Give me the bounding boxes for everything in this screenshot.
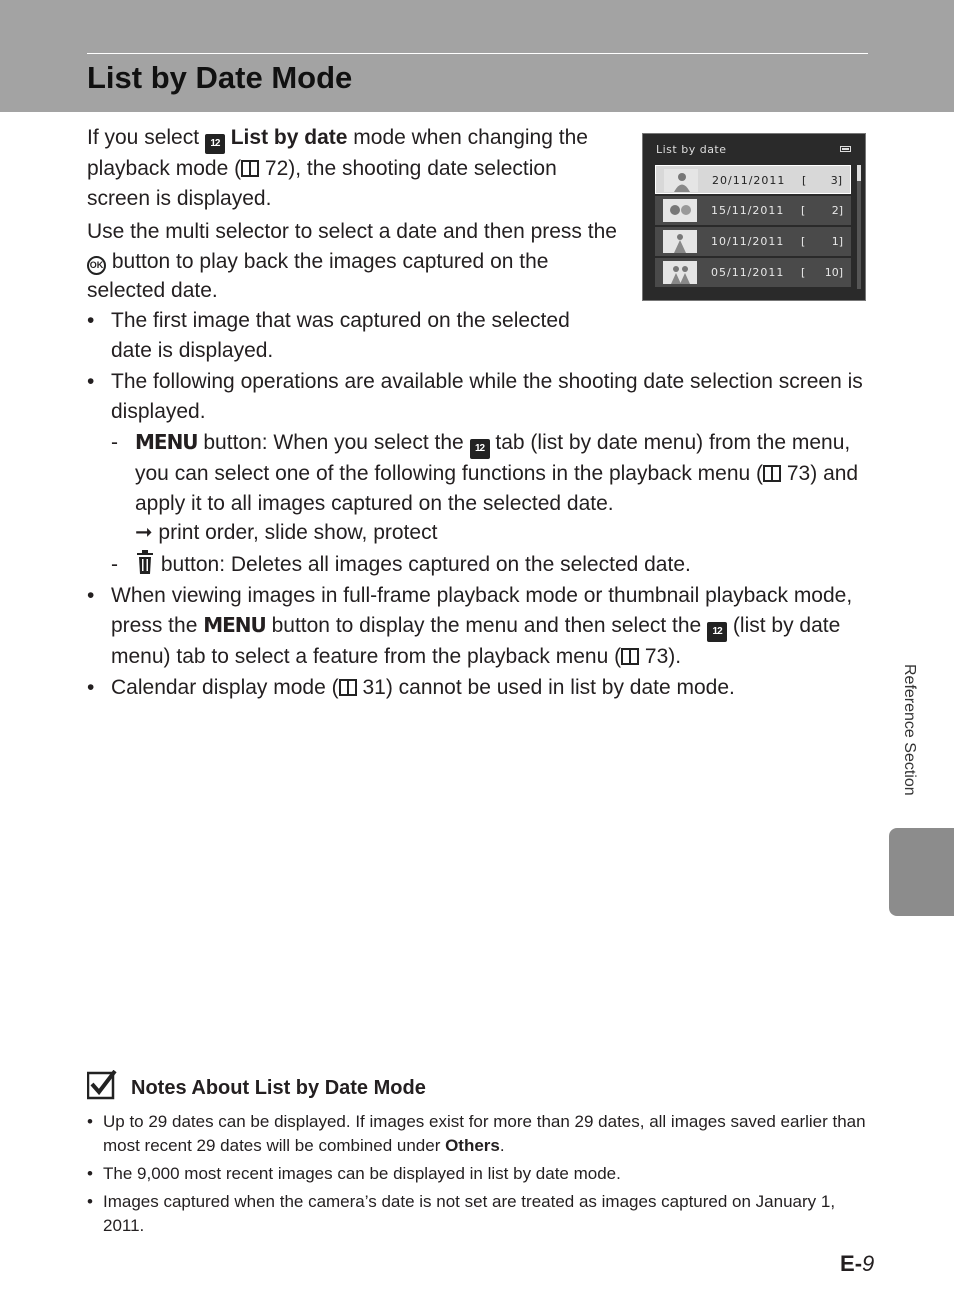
bullet-item <box>87 673 867 703</box>
bullet-text: When viewing images in full-frame playback mode or thumbnail playback mode, press the <box>111 584 853 637</box>
bullet-text: button to display the menu and then select the <box>265 613 708 637</box>
row-count: 2] <box>831 204 843 217</box>
thumbnail-icon <box>664 169 698 192</box>
sub-item-menu <box>87 428 867 548</box>
trash-icon <box>135 550 155 574</box>
intro-text-part: 72), the shooting date selection screen is displayed. <box>87 157 557 210</box>
row-date: 15/11/2011 <box>711 204 785 217</box>
page-number <box>840 1251 874 1277</box>
screen-title: List by date <box>656 143 727 156</box>
row-count-value: 3 <box>830 174 838 187</box>
page-number-value: 9 <box>862 1251 875 1276</box>
date-row <box>655 227 851 256</box>
section-tab <box>889 828 954 916</box>
note-item <box>87 1110 867 1158</box>
sub-functions: ➞ print order, slide show, protect <box>135 521 438 544</box>
notes-title: Notes About List by Date Mode <box>131 1077 426 1099</box>
date-row <box>655 196 851 225</box>
bullet-list <box>87 306 867 705</box>
bullet-text: Calendar display mode ( <box>111 676 339 699</box>
bullet-text: The first image that was captured on the selected date is displayed. <box>111 309 570 362</box>
row-date: 10/11/2011 <box>711 235 785 248</box>
screen-scrollbar <box>857 165 861 289</box>
check-icon <box>87 1070 117 1100</box>
thumbnail-icon <box>663 199 697 222</box>
bracket-open: [ <box>801 235 806 248</box>
row-count: 10] <box>824 266 843 279</box>
note-text: . <box>499 1136 505 1155</box>
intro-text-part: button to play back the images captured on the selected date. <box>87 249 549 302</box>
bullet-dot: • <box>87 309 95 332</box>
list-by-date-icon: 12 <box>205 134 225 154</box>
thumbnail-icon <box>663 261 697 284</box>
thumbnail-icon <box>663 230 697 253</box>
camera-screen <box>642 133 866 301</box>
sub-item-trash <box>87 550 867 580</box>
bullet-text: 73). <box>639 644 682 668</box>
sub-dash: - <box>111 552 118 576</box>
note-item <box>87 1190 867 1238</box>
row-count-value: 2 <box>831 204 839 217</box>
note-item <box>87 1162 867 1186</box>
bullet-item <box>87 306 611 365</box>
bullet-dot: • <box>87 1112 93 1131</box>
scrollbar-thumb <box>857 165 861 181</box>
row-count: 3] <box>830 174 842 187</box>
reference-book-icon <box>339 679 357 696</box>
bullet-item <box>87 367 867 426</box>
page-dash: - <box>854 1251 863 1276</box>
list-by-date-icon: 12 <box>470 439 490 459</box>
row-count-value: 1 <box>831 235 839 248</box>
sub-text: tab (list by date menu) from the menu, you can select one of the following functions in the playback menu ( <box>135 431 851 485</box>
bullet-text: 31) cannot be used in list by date mode. <box>356 676 735 699</box>
ok-button-icon: OK <box>87 256 106 275</box>
sub-text: button: When you select the <box>197 431 470 454</box>
notes-list <box>87 1110 867 1242</box>
reference-book-icon <box>241 160 259 177</box>
bullet-text: (list by date menu) tab to select a feature from the playback menu ( <box>111 613 841 668</box>
page-prefix: E <box>840 1251 855 1276</box>
row-count: 1] <box>831 235 843 248</box>
bullet-dot: • <box>87 370 95 393</box>
bullet-dot: • <box>87 1192 93 1211</box>
sub-text: button: Deletes all images captured on the selected date. <box>155 552 691 576</box>
date-list <box>655 165 851 289</box>
battery-icon <box>840 146 851 152</box>
intro-text <box>87 123 617 310</box>
bullet-dot: • <box>87 1164 93 1183</box>
bullet-dot: • <box>87 676 95 699</box>
menu-button-icon: MENU <box>203 612 266 637</box>
notes-header <box>87 1070 867 1106</box>
note-text: The 9,000 most recent images can be displayed in list by date mode. <box>103 1164 621 1183</box>
row-date: 05/11/2011 <box>711 266 785 279</box>
header-rule <box>87 53 868 54</box>
intro-text-part: mode when changing the playback mode ( <box>87 126 588 180</box>
list-by-date-icon: 12 <box>707 622 727 642</box>
row-date: 20/11/2011 <box>712 174 786 187</box>
section-label: Reference Section <box>901 664 918 796</box>
page-title: List by Date Mode <box>87 60 353 95</box>
bullet-dot: • <box>87 584 95 607</box>
row-count-value: 10 <box>824 266 839 279</box>
mode-name: List by date <box>230 126 348 149</box>
bracket-open: [ <box>801 266 806 279</box>
intro-text-part: Use the multi selector to select a date and then press the <box>87 220 617 243</box>
bullet-text: The following operations are available while the shooting date selection screen is displayed. <box>111 370 863 423</box>
sub-text: 73) and apply it to all images captured on the selected date. <box>135 462 859 515</box>
bracket-open: [ <box>801 204 806 217</box>
bracket-open: [ <box>802 174 807 187</box>
intro-paragraph-1 <box>87 123 617 213</box>
date-row <box>655 258 851 287</box>
reference-book-icon <box>763 465 781 482</box>
sub-dash: - <box>111 431 118 454</box>
note-text: Up to 29 dates can be displayed. If images exist for more than 29 dates, all images saved earlier than most recent 29 dates will be combined under <box>103 1112 866 1155</box>
menu-button-icon: MENU <box>135 430 198 454</box>
note-text: Images captured when the camera’s date is not set are treated as images captured on January 1, 2011. <box>103 1192 836 1235</box>
intro-paragraph-2 <box>87 217 617 306</box>
note-text-bold: Others <box>445 1136 500 1155</box>
bullet-item <box>87 581 867 671</box>
intro-text-part: If you select <box>87 126 205 149</box>
reference-book-icon <box>621 648 639 665</box>
date-row <box>655 165 851 194</box>
